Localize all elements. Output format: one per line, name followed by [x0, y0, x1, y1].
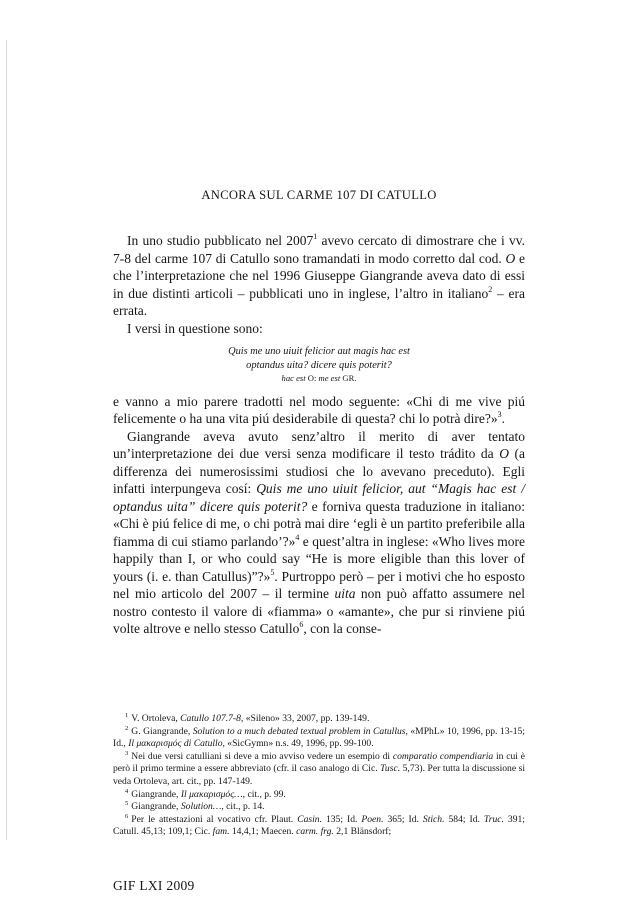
- critical-apparatus: hac est O: me est GR.: [281, 373, 357, 383]
- footnote-ref-3[interactable]: 3: [497, 410, 502, 419]
- page-gutter-line: [6, 40, 7, 840]
- footnote-6: $^6$ Per le attestazioni al vocativo cfr. Plaut. Casin. 135; Id. Poen. 365; Id. Stich. 584; Id. Truc. 391; Catull. 45,13; 109,1; Cic. fam. 14,4,1; Maecen. carm. frg. 2,1 Blänsdorf;: [113, 812, 525, 838]
- article-title: ANCORA SUL CARME 107 DI CATULLO: [201, 188, 437, 202]
- footnote-3: $^3$ Nei due versi catulliani si deve a mio avviso vedere un esempio di comparatio compendiaria in cui è però il primo termine a essere abbreviato (cfr. il caso analogo di Cic. Tusc. 5,73). Per tutta la discussione si veda Ortoleva, art. cit., pp. 147-149.: [113, 749, 525, 787]
- paragraph-1: In uno studio pubblicato nel 2007$^1$ avevo cercato di dimostrare che i vv. 7-8 del carme 107 di Catullo sono tramandati in modo corretto dal cod. O e che l’interpretazione che nel 1996 Giuseppe Giangrande aveva dato di essi in due distinti articoli – pubblicati uno in inglese, l’altro in italiano$^2$ – era errata.: [113, 232, 525, 318]
- paragraph-3: e vanno a mio parere tradotti nel modo seguente: «Chi di me vive piú felicemente o ha una vita piú desiderabile di questa? chi lo potrà dire?»$^3$.: [113, 393, 525, 426]
- verse-line-2: optandus uita? dicere quis poterit?: [246, 359, 392, 371]
- footnote-ref-5[interactable]: 5: [270, 567, 275, 577]
- footnote-ref-4[interactable]: 4: [295, 532, 300, 542]
- running-footer: GIF LXI 2009: [113, 878, 195, 893]
- footnote-ref-6[interactable]: 6: [299, 620, 304, 629]
- latin-quotation: Quis me uno uiuit felicior, aut “Magis hac est / optandus uita” dicere quis poterit?: [113, 481, 525, 514]
- footnote-5: $^5$ Giangrande, Solution…, cit., p. 14.: [125, 800, 265, 813]
- paragraph-2: I versi in questione sono:: [127, 320, 263, 336]
- verse-line-1: Quis me uno uiuit felicior aut magis hac est: [228, 346, 410, 357]
- footnotes: [113, 713, 525, 839]
- verse-quotation: [113, 345, 525, 386]
- footnote-2: $^2$ G. Giangrande, Solution to a much debated textual problem in Catullus, «MPhL» 10, 1996, pp. 13-15; Id., Il μακαρισμός di Catullo, «SicGymn» n.s. 49, 1996, pp. 99-100.: [113, 724, 525, 750]
- paragraph-4: Giangrande aveva avuto senz’altro il merito di aver tentato un’interpretazione dei due versi senza modificare il testo trádito da O (a differenza dei numerosissimi studiosi che lo avevano preceduto). Egli infatti interpungeva cosí: Quis me uno uiuit felicior, aut “Magis hac est / optandus uita” dicere quis poterit? e forniva questa traduzione in italiano: «Chi è piú felice di me, o chi potrà mai dire ‘egli è un partito preferibile alla fiamma di cui stiamo parlando’?»$^4$ e quest’altra in inglese: «Who lives more happily than I, or who could say “He is more eligible than this lover of yours (i. e. than Catullus)”?»$^5$. Purtroppo però – per i motivi che ho esposto nel mio articolo del 2007 – il termine uita non può affatto assumere nel nostro contesto il valore di «fiamma» o «amante», che pur si rinviene piú volte altrove e nello stesso Catullo$^6$, con la conse-: [113, 428, 525, 636]
- footnote-4: $^4$ Giangrande, Il μακαρισμός…, cit., p. 99.: [125, 787, 286, 800]
- article-body: [113, 232, 525, 638]
- footnote-1: $^1$ V. Ortoleva, Catullo 107.7-8, «Sileno» 33, 2007, pp. 139-149.: [125, 712, 370, 724]
- footnote-ref-2[interactable]: 2: [488, 284, 493, 294]
- footnote-ref-1[interactable]: 1: [313, 232, 318, 241]
